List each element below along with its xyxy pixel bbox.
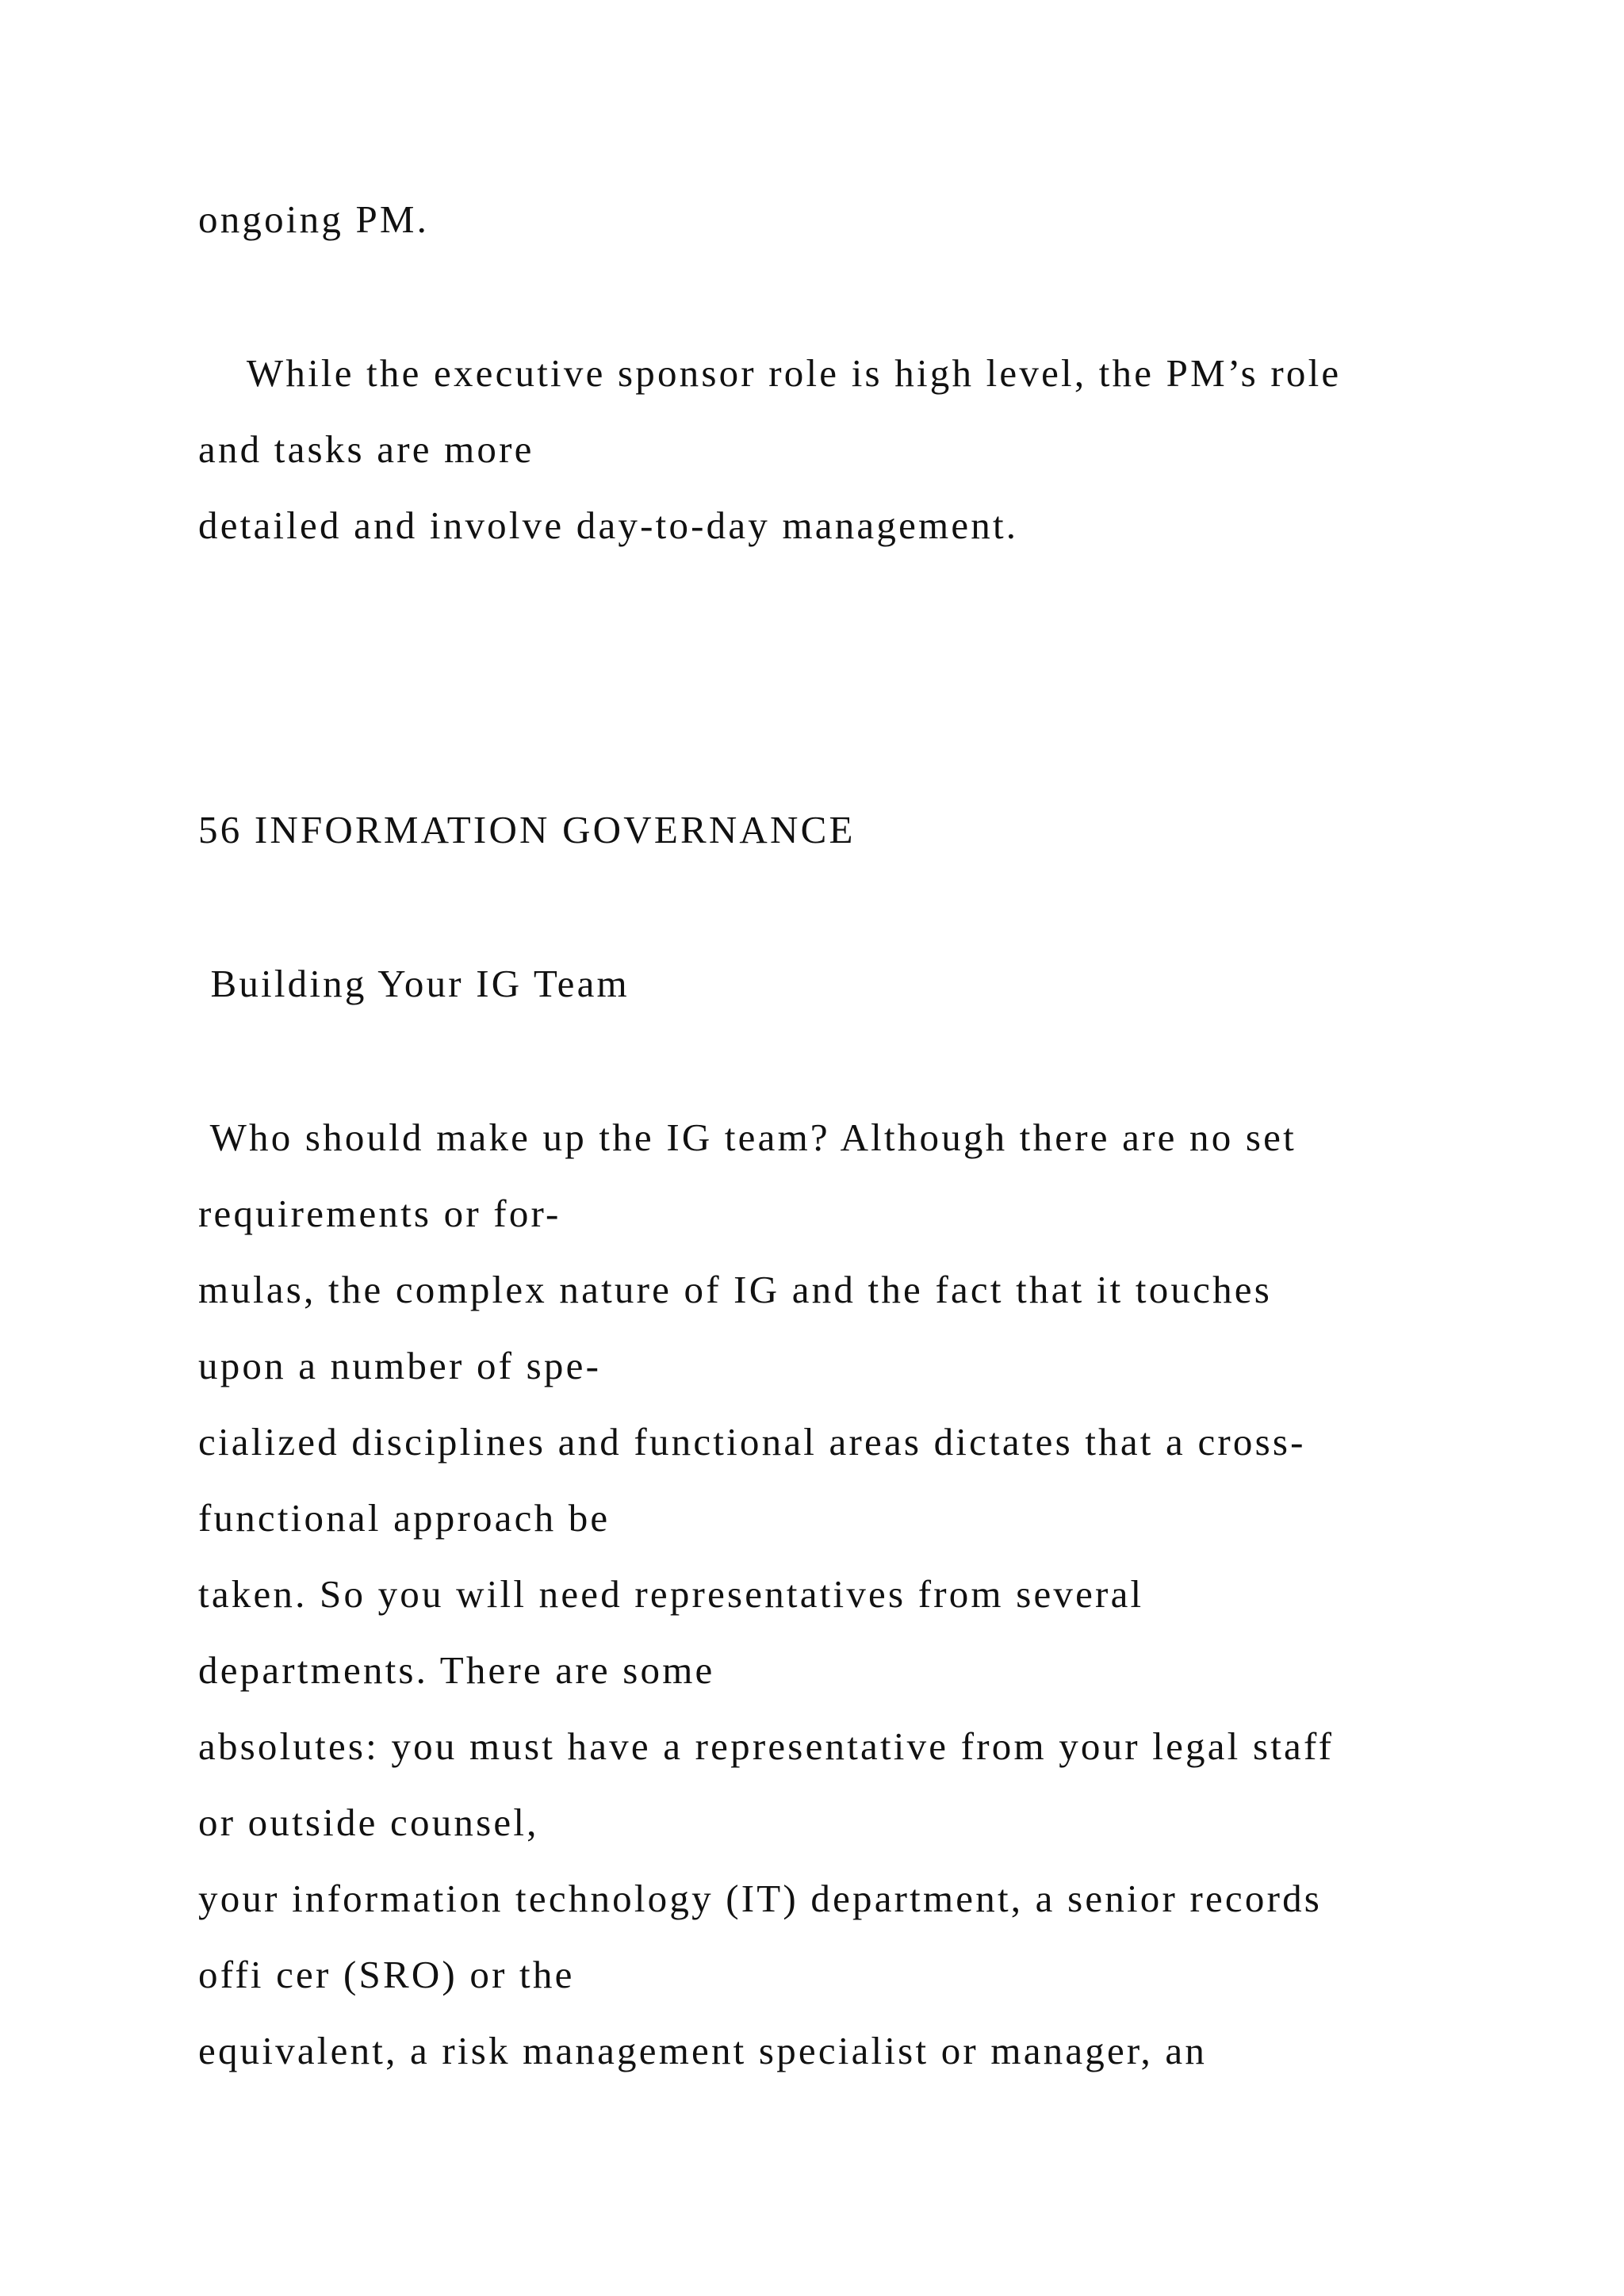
text-line: equivalent, a risk management specialist or manager, an xyxy=(198,2029,1208,2072)
text-line: Who should make up the IG team? Although there are no set xyxy=(198,1115,1297,1159)
text-line: your information technology (IT) department, a senior records xyxy=(198,1877,1323,1920)
text-line: upon a number of spe- xyxy=(198,1344,602,1387)
text-line: cialized disciplines and functional areas dictates that a cross- xyxy=(198,1420,1306,1464)
text-line: While the executive sponsor role is high level, the PM’s role xyxy=(198,351,1342,395)
text-line: ongoing PM. xyxy=(198,197,430,241)
text-line: absolutes: you must have a representative from your legal staff xyxy=(198,1724,1335,1768)
text-line: and tasks are more xyxy=(198,427,534,471)
text-line: detailed and involve day-to-day management. xyxy=(198,503,1019,547)
text-line: requirements or for- xyxy=(198,1192,561,1235)
text-line: taken. So you will need representatives from several xyxy=(198,1572,1144,1616)
text-line: or outside counsel, xyxy=(198,1800,539,1844)
text-line: mulas, the complex nature of IG and the fact that it touches xyxy=(198,1268,1273,1311)
text-line: departments. There are some xyxy=(198,1648,715,1692)
section-heading: 56 INFORMATION GOVERNANCE xyxy=(198,808,856,851)
text-line: offi cer (SRO) or the xyxy=(198,1953,575,1996)
text-line: functional approach be xyxy=(198,1496,611,1540)
subsection-heading: Building Your IG Team xyxy=(198,962,630,1005)
